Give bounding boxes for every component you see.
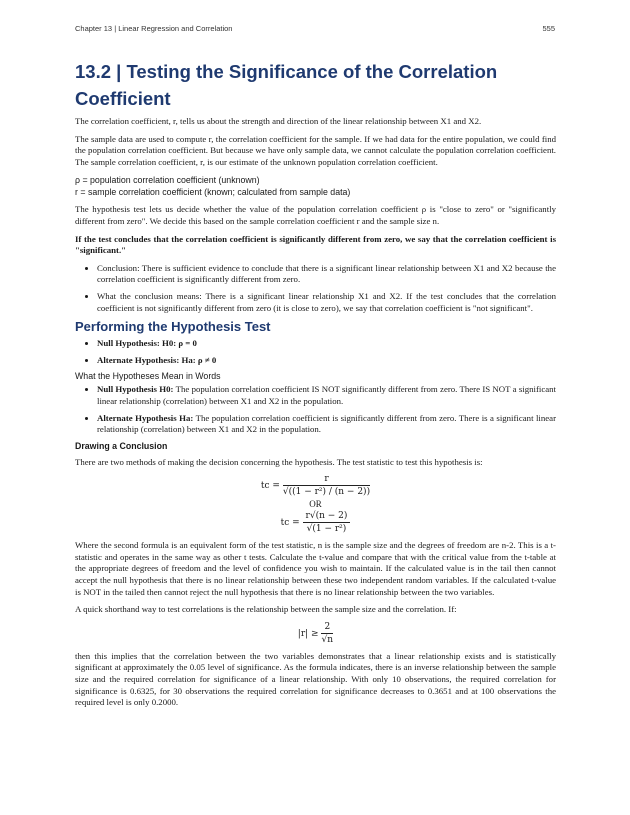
definition-rho: ρ = population correlation coefficient (unknown)	[75, 175, 260, 186]
definitions	[75, 174, 556, 198]
formula-shorthand	[75, 622, 556, 645]
formula-2-numerator: r√(n − 2)	[303, 511, 351, 523]
list-item: • Conclusion: There is sufficient evidence to conclude that there is a significant linear relationship between X1 and X2 because the correlation coefficient is significantly different from zero.	[97, 263, 556, 286]
intro-paragraph-2: The sample data are used to compute r, the correlation coefficient for the sample. If we had data for the entire population, we could find the population correlation coefficient. But because we have only sample data, we cannot calculate the population correlation coefficient. The sample correlation coefficient, r, is our estimate of the unknown population correlation coefficient.	[75, 133, 556, 167]
page-content	[75, 58, 556, 715]
null-meaning-label: Null Hypothesis H0:	[97, 384, 174, 395]
hypotheses-list	[75, 338, 556, 366]
formula-1-fraction	[283, 474, 370, 497]
drawing-conclusion-heading: Drawing a Conclusion	[75, 440, 168, 451]
alt-meaning-label: Alternate Hypothesis Ha:	[97, 412, 194, 423]
formula-2-lhs: tc =	[280, 518, 300, 529]
null-meaning-text: The population correlation coefficient IS NOT significantly different from zero. There IS NOT a significant linear relationship (correlation) between X1 and X2 in the population.	[97, 384, 556, 406]
formula-3-fraction	[321, 622, 333, 645]
intro-paragraph-1: The correlation coefficient, r, tells us about the strength and direction of the linear relationship between X1 and X2.	[75, 116, 482, 126]
list-item: • What the conclusion means: There is a significant linear relationship X1 and X2. If the test concludes that the correlation coefficient is not significantly different from zero (it is close to zero), we say that correlation coefficient is "not significant".	[97, 291, 556, 314]
null-hypothesis: • Null Hypothesis: H0: ρ = 0	[97, 338, 556, 350]
formula-test-statistic-1	[75, 474, 556, 497]
formula-test-statistic-2	[75, 511, 556, 534]
conclusion-paragraph-3: A quick shorthand way to test correlations is the relationship between the sample size and the correlation. If:	[75, 604, 457, 615]
conclusion-paragraph-4: then this implies that the correlation between the two variables demonstrates that a linear relationship exists and is statistically significant at approximately the 0.05 level of significance. As the formula indicates, there is an inverse relationship between the sample size and the required correlation for significance of a linear relationship. With only 10 observations, the required correlation for significance is 0.6325, for 30 observations the required correlation for significance decreases to 0.3651 and at 100 observations the required level is only 0.2000.	[75, 650, 556, 708]
conclusion-paragraph-2: Where the second formula is an equivalent form of the test statistic, n is the sample size and the degrees of freedom are n-2. This is a t-statistic and operates in the same way as other t tests. Calculate the t-value and compare that with the critical value from the t-table at the appropriate degrees of freedom and the level of confidence you wish to maintain. If the calculated value is in the tail then cannot accept the null hypothesis that there is no linear relationship between these two independent random variables. If the calculated t-value is NOT in the tailed then cannot reject the null hypothesis that there is no linear relationship between the two variables.	[75, 540, 556, 597]
formula-3-numerator: 2	[321, 622, 333, 634]
alternate-hypothesis: • Alternate Hypothesis: Ha: ρ ≠ 0	[97, 355, 556, 367]
formula-or: OR	[309, 499, 322, 510]
formula-1-lhs: tc =	[260, 481, 280, 492]
alt-meaning-text: The population correlation coefficient is significantly different from zero. There is a significant linear relationship (correlation) between X1 and X2 in the population.	[97, 412, 557, 435]
definition-r: r = sample correlation coefficient (known; calculated from sample data)	[75, 187, 351, 198]
hypothesis-test-heading: Performing the Hypothesis Test	[75, 319, 271, 335]
formula-2-denominator: √(1 − r²)	[306, 524, 347, 535]
significance-statement: If the test concludes that the correlation coefficient is significantly different from zero, we say that the correlation coefficient is "significant."	[75, 233, 556, 256]
hypotheses-meaning-list	[75, 384, 556, 435]
hypotheses-meaning-heading: What the Hypotheses Mean in Words	[75, 371, 221, 382]
chapter-title: Chapter 13 | Linear Regression and Correlation	[75, 24, 233, 33]
conclusion-bullets	[75, 263, 556, 314]
intro-paragraph-3: The hypothesis test lets us decide whether the value of the population correlation coefficient ρ is "close to zero" or "significantly different from zero". We decide this based on the sample correlation coefficient r and the sample size n.	[75, 204, 556, 226]
alternate-hypothesis-meaning	[97, 413, 556, 436]
formula-1-denominator: √((1 − r²) / (n − 2))	[282, 487, 371, 498]
formula-3-lhs: |r| ≥	[297, 628, 319, 639]
section-title: 13.2 | Testing the Significance of the Correlation Coefficient	[75, 61, 498, 109]
page-number: 555	[542, 24, 555, 33]
formula-3-denominator: √n	[321, 634, 334, 645]
formula-2-fraction	[303, 511, 351, 534]
formula-1-numerator: r	[283, 474, 370, 486]
null-hypothesis-meaning	[97, 384, 556, 407]
running-header	[75, 24, 555, 33]
conclusion-paragraph-1: There are two methods of making the decision concerning the hypothesis. The test statistic to test this hypothesis is:	[75, 456, 483, 467]
